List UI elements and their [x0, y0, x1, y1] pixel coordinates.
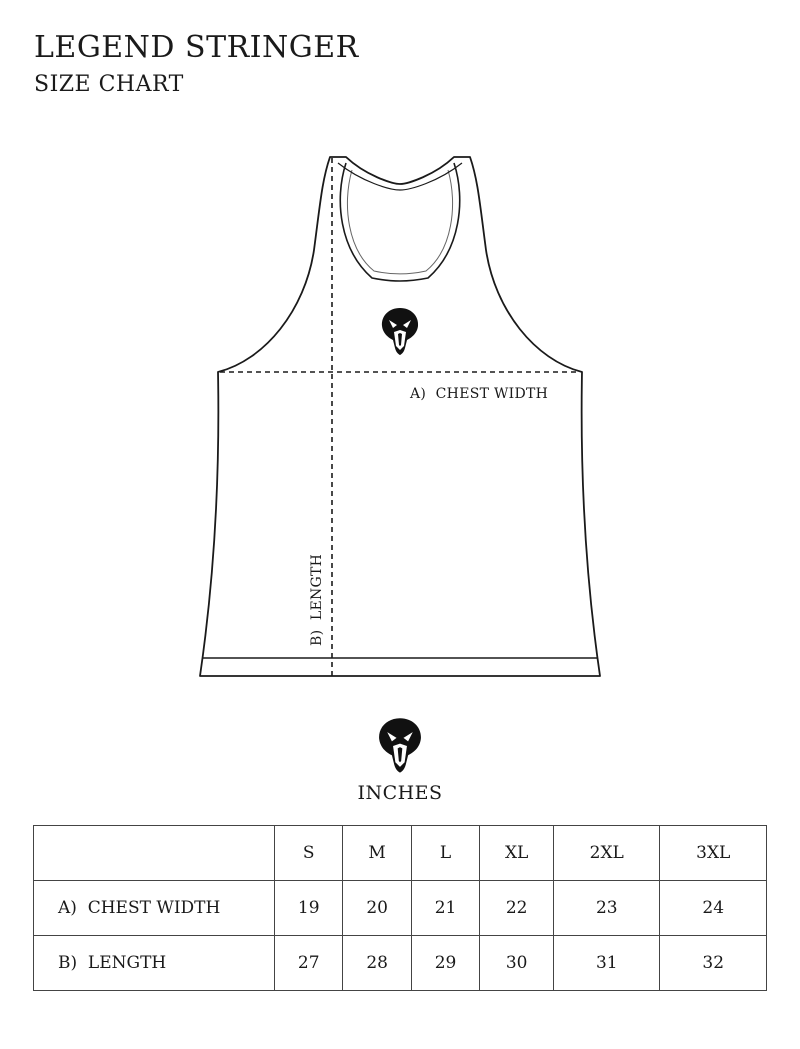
column-header: M	[343, 826, 411, 881]
column-header: XL	[480, 826, 554, 881]
table-cell: 31	[554, 936, 660, 991]
table-row	[34, 936, 767, 991]
table-header-row	[34, 826, 767, 881]
racerback-inner-binding	[347, 170, 452, 274]
column-header: L	[411, 826, 479, 881]
table-cell: 24	[660, 881, 767, 936]
table-cell: 23	[554, 881, 660, 936]
stringer-outline	[200, 157, 600, 676]
page-title: LEGEND STRINGER	[34, 30, 359, 65]
snake-head-logo	[382, 308, 418, 355]
row-label: B) LENGTH	[34, 936, 275, 991]
snake-head-logo	[378, 718, 422, 774]
table-cell: 19	[275, 881, 343, 936]
row-label: A) CHEST WIDTH	[34, 881, 275, 936]
table-cell: 21	[411, 881, 479, 936]
column-header: S	[275, 826, 343, 881]
table-cell: 22	[480, 881, 554, 936]
table-cell: 32	[660, 936, 767, 991]
column-header: 3XL	[660, 826, 767, 881]
table-row	[34, 881, 767, 936]
table-cell: 20	[343, 881, 411, 936]
unit-label: INCHES	[357, 782, 443, 804]
chest-width-label: A) CHEST WIDTH	[410, 386, 549, 402]
table-cell: 30	[480, 936, 554, 991]
racerback-inner	[340, 163, 459, 281]
size-table	[33, 825, 767, 991]
table-corner-cell	[34, 826, 275, 881]
neck-binding	[338, 163, 462, 190]
page-subtitle: SIZE CHART	[34, 72, 184, 97]
table-cell: 29	[411, 936, 479, 991]
column-header: 2XL	[554, 826, 660, 881]
table-cell: 28	[343, 936, 411, 991]
table-cell: 27	[275, 936, 343, 991]
length-label: B) LENGTH	[309, 553, 325, 646]
